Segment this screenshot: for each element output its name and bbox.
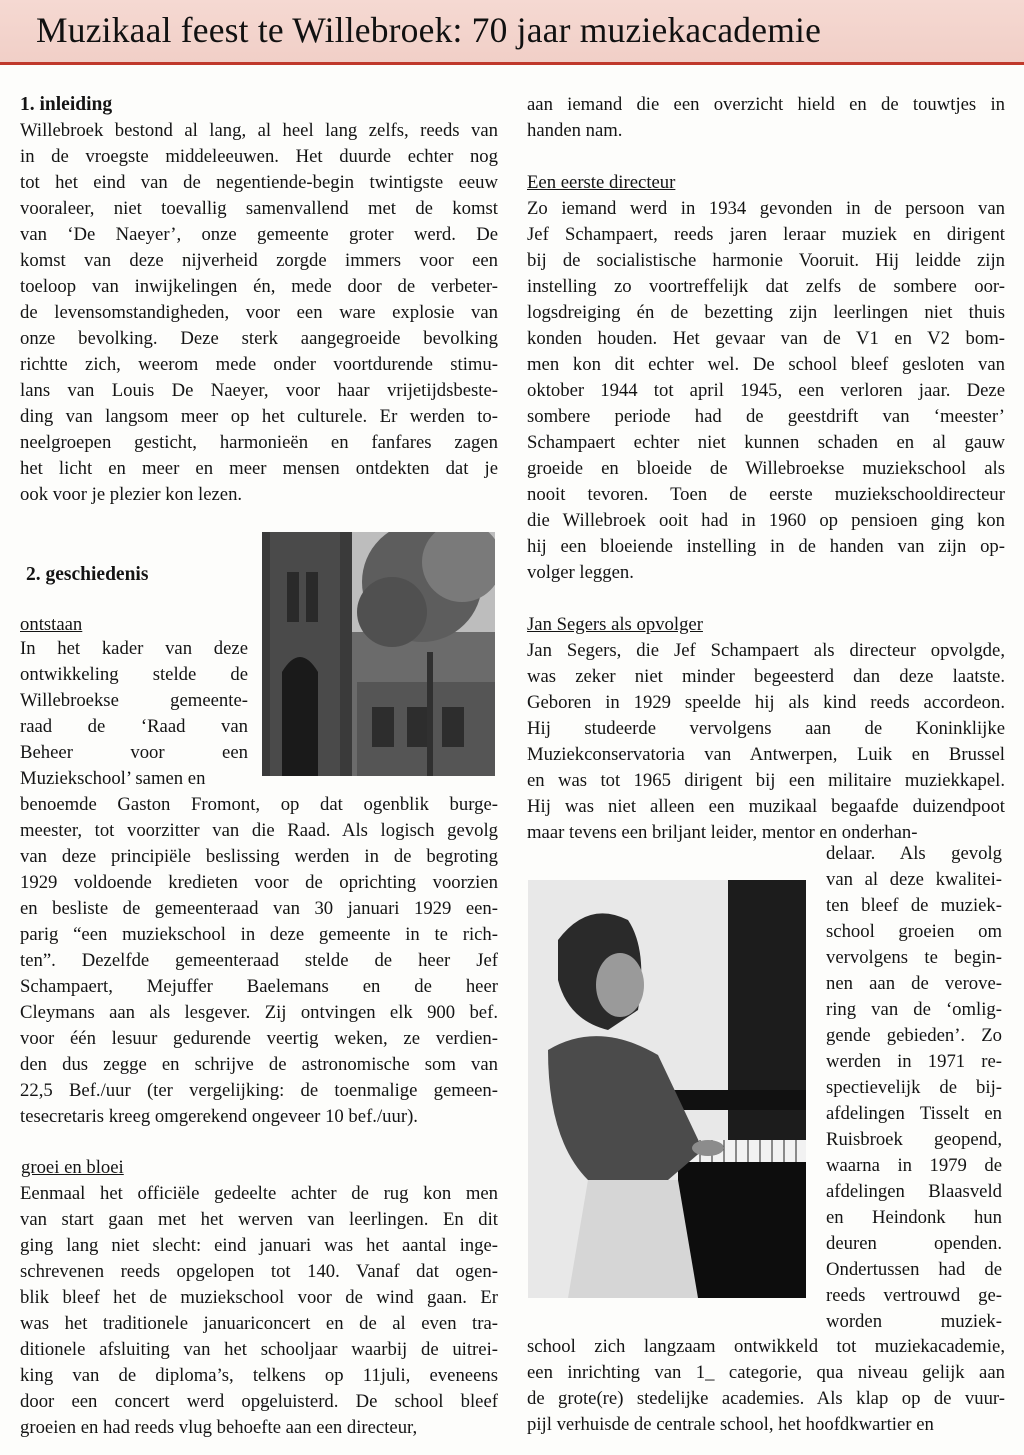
text-line: van al deze kwalitei- (826, 869, 1002, 890)
text-line: schrevenen reeds opgelopen tot 140. Vanaf dat ogen- (20, 1261, 498, 1282)
text-line: Ruisbroek geopend, (826, 1129, 1002, 1150)
text-line: van ‘De Naeyer’, onze gemeente groter werd. De (20, 224, 498, 245)
text-line: waarna in 1979 de (826, 1155, 1002, 1176)
text-line: en was tot 1965 dirigent bij een militaire muziekkapel. (527, 770, 1005, 791)
text-line: Schampaert, Mejuffer Baelemans en de heer (20, 976, 498, 997)
text-line: onze bevolking. Deze sterk aangegroeide bevolking (20, 328, 498, 349)
subheading-jan-segers: Jan Segers als opvolger (527, 614, 703, 635)
text-line: benoemde Gaston Fromont, op dat ogenblik burge- (20, 794, 498, 815)
text-line: neelgroepen gesticht, harmonieën en fanfares zagen (20, 432, 498, 453)
text-line: lans van Louis De Naeyer, voor haar vrijetijdsbeste- (20, 380, 498, 401)
text-line: Cleymans aan als lesgever. Zij ontvingen elk 900 bef. (20, 1002, 498, 1023)
pianist-photo (528, 880, 806, 1298)
text-line: Hij studeerde vervolgens aan de Koninklijke (527, 718, 1005, 739)
text-line: worden muziek- (826, 1311, 1002, 1332)
text-line: 22,5 Bef./uur (ter vergelijking: de toenmalige gemeen- (20, 1080, 498, 1101)
text-line: bij de socialistische harmonie Vooruit. Hij leidde zijn (527, 250, 1005, 271)
closing-paragraph (527, 1334, 1005, 1438)
right-column (527, 92, 1005, 846)
subheading-ontstaan: ontstaan (20, 614, 83, 635)
text-line: ring van de ‘omlig- (826, 999, 1002, 1020)
groei-section (20, 1155, 498, 1441)
text-line: van start gaan met het werven van leerlingen. En dit (20, 1209, 498, 1230)
text-line: van deze principiële beslissing werden in de begroting (20, 846, 498, 867)
text-line: Schampaert echter niet kunnen schaden en al gauw (527, 432, 1005, 453)
ontstaan-narrow-text (20, 636, 248, 792)
text-line: vooraleer, niet toevallig samenvallend met de komst (20, 198, 498, 219)
section-heading-inleiding: 1. inleiding (20, 94, 113, 115)
text-line: reeds vertrouwd ge- (826, 1285, 1002, 1306)
text-line: ding van langsom meer op het culturele. Er werden to- (20, 406, 498, 427)
text-line: raad de ‘Raad van (20, 716, 248, 737)
text-line: delaar. Als gevolg (826, 843, 1002, 864)
text-line: pijl verhuisde de centrale school, het hoofdkwartier en (527, 1414, 934, 1435)
text-line: Muziekconservatoria van Antwerpen, Luik en Brussel (527, 744, 1005, 765)
building-photo (262, 532, 495, 776)
text-line: volger leggen. (527, 562, 634, 583)
subheading-eerste-directeur: Een eerste directeur (527, 172, 676, 193)
text-line: door een concert werd opgeluisterd. De school bleef (20, 1391, 498, 1412)
text-line: Willebroek bestond al lang, al heel lang zelfs, reeds van (20, 120, 498, 141)
text-line: Hij was niet alleen een muzikaal begaafde duizendpoot (527, 796, 1005, 817)
text-line: parig “een muziekschool in deze gemeente in te rich- (20, 924, 498, 945)
text-line: Jef Schampaert, reeds jaren leraar muziek en dirigent (527, 224, 1005, 245)
text-line: afdelingen Tisselt en (826, 1103, 1002, 1124)
text-line: Jan Segers, die Jef Schampaert als directeur opvolgde, (527, 640, 1005, 661)
left-column (20, 92, 498, 508)
text-line: deuren openden. (826, 1233, 1002, 1254)
text-line: groeien en had reeds vlug behoefte aan een directeur, (20, 1417, 418, 1438)
text-line: school zich langzaam ontwikkeld tot muziekacademie, (527, 1336, 1005, 1357)
text-line: ten bleef de muziek- (826, 895, 1002, 916)
text-line: sombere periode had de geestdrift van ‘meester’ (527, 406, 1005, 427)
intro-paragraph (20, 118, 498, 508)
text-line: vervolgens te begin- (826, 947, 1002, 968)
text-line: was zeker niet minder begeesterd dan deze laatste. (527, 666, 1005, 687)
text-line: nooit tevoren. Toen de eerste muziekschooldirecteur (527, 484, 1005, 505)
text-line: spectievelijk de bij- (826, 1077, 1002, 1098)
text-line: In het kader van deze (20, 638, 248, 659)
text-line: hij een bloeiende instelling in de handen van zijn op- (527, 536, 1005, 557)
subheading-groei-en-bloei: groei en bloei (21, 1157, 124, 1178)
text-line: was het traditionele januariconcert en de al even tra- (20, 1313, 498, 1334)
text-line: groeide en bloeide de Willebroekse muziekschool als (527, 458, 1005, 479)
text-line: handen nam. (527, 120, 623, 141)
directeur-paragraph (527, 196, 1005, 586)
text-line: in de vroegste middeleeuwen. Het duurde echter nog (20, 146, 498, 167)
text-line: den dus zegge en schrijve de astronomische som van (20, 1054, 498, 1075)
subheading-ontstaan-wrap (20, 612, 248, 638)
text-line: king van de diploma’s, telkens op 11juli, eveneens (20, 1365, 498, 1386)
text-line: oktober 1944 tot april 1945, een verloren jaar. Deze (527, 380, 1005, 401)
text-line: logsdreiging én de bezetting zijn leerlingen niet thuis (527, 302, 1005, 323)
text-line: school groeien om (826, 921, 1002, 942)
text-line: Eenmaal het officiële gedeelte achter de rug kon men (20, 1183, 498, 1204)
text-line: Ondertussen had de (826, 1259, 1002, 1280)
text-line: gende gebieden’. Zo (826, 1025, 1002, 1046)
text-line: 1929 voldoende kredieten voor de oprichting voorzien (20, 872, 498, 893)
text-line: aan iemand die een overzicht hield en de touwtjes in (527, 94, 1005, 115)
text-line: het licht en meer en meer mensen ontdekten dat je (20, 458, 498, 479)
section-heading-geschiedenis-wrap (26, 562, 246, 588)
title-banner (0, 0, 1024, 65)
text-line: men kon dit echter wel. De school bleef gesloten van (527, 354, 1005, 375)
text-line: toeloop van inwijkelingen én, mede door de verbeter- (20, 276, 498, 297)
text-line: afdelingen Blaasveld (826, 1181, 1002, 1202)
text-line: voor één lesuur gedurende veertig weken, ze verdien- (20, 1028, 498, 1049)
section-heading-geschiedenis: 2. geschiedenis (26, 564, 149, 585)
text-line: tot het eind van de negentiende-begin twintigste eeuw (20, 172, 498, 193)
text-line: nen aan de verove- (826, 973, 1002, 994)
text-line: maar tevens een briljant leider, mentor en onderhan- (527, 822, 918, 843)
text-line: Willebroekse gemeente- (20, 690, 248, 711)
continuation-text (527, 92, 1005, 144)
text-line: ging lang niet slecht: eind januari was het aantal inge- (20, 1235, 498, 1256)
text-line: richtte zich, weerom mede onder voortdurende stimu- (20, 354, 498, 375)
right-wrap-text (826, 841, 1002, 1335)
text-line: de levensomstandigheden, voor een ware explosie van (20, 302, 498, 323)
text-line: een inrichting van 1_ categorie, qua niveau gelijk aan (527, 1362, 1005, 1383)
text-line: en besliste de gemeenteraad van 30 januari 1929 een- (20, 898, 498, 919)
text-line: komst van deze nijverheid zorgde immers voor een (20, 250, 498, 271)
text-line: meester, tot voorzitter van die Raad. Als logisch gevolg (20, 820, 498, 841)
text-line: ditionele afsluiting van het schooljaar waarbij de uitrei- (20, 1339, 498, 1360)
text-line: Muziekschool’ samen en (20, 768, 206, 789)
text-line: ten”. Dezelfde gemeenteraad stelde de heer Jef (20, 950, 498, 971)
text-line: instelling zo voortreffelijk dat zelfs de sombere oor- (527, 276, 1005, 297)
text-line: blik bleef het de muziekschool voor de wind gaan. Er (20, 1287, 498, 1308)
page-title: Muzikaal feest te Willebroek: 70 jaar muziekacademie (36, 10, 822, 50)
text-line: werden in 1971 re- (826, 1051, 1002, 1072)
text-line: die Willebroek ooit had in 1960 op pensioen ging kon (527, 510, 1005, 531)
text-line: de grote(re) stedelijke academies. Als klap op de vuur- (527, 1388, 1005, 1409)
text-line: en Heindonk hun (826, 1207, 1002, 1228)
ontstaan-full-text (20, 792, 498, 1130)
text-line: konden houden. Het gevaar van de V1 en V2 bom- (527, 328, 1005, 349)
groei-paragraph (20, 1181, 498, 1441)
text-line: tesecretaris kreeg omgerekend ongeveer 10 bef./uur). (20, 1106, 418, 1127)
text-line: Beheer voor een (20, 742, 248, 763)
jan-segers-paragraph (527, 638, 1005, 846)
text-line: ook voor je plezier kon lezen. (20, 484, 243, 505)
text-line: Zo iemand werd in 1934 gevonden in de persoon van (527, 198, 1005, 219)
text-line: ontwikkeling stelde de (20, 664, 248, 685)
text-line: Geboren in 1929 speelde hij als kind reeds accordeon. (527, 692, 1005, 713)
